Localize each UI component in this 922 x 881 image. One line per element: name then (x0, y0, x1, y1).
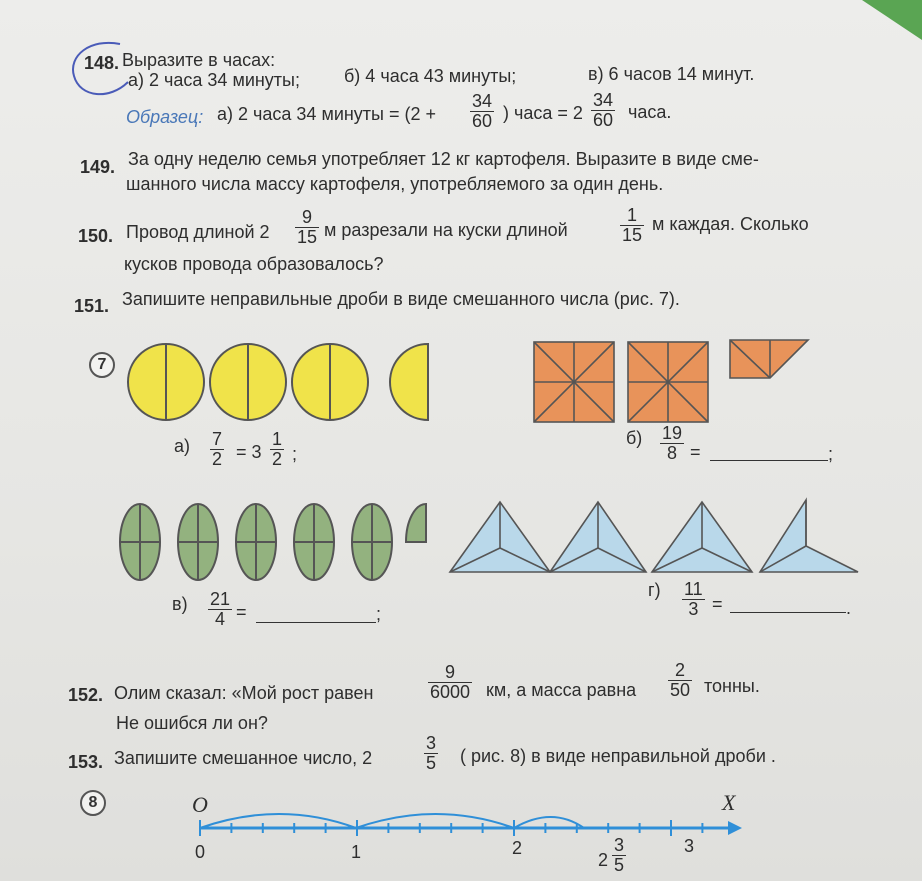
tick-label-3: 3 (684, 836, 695, 856)
answer-a-label: а) (174, 436, 191, 456)
answer-d-fraction: $\frac{11}{3}$ (684, 579, 703, 619)
problem-152-pre: Олим сказал: «Мой рост равен (114, 683, 374, 703)
tick-label-0: 0 (195, 842, 206, 862)
answer-b-equals: = (690, 442, 701, 462)
answer-d-end: . (846, 598, 852, 618)
mixed-number-whole: 2 (598, 850, 609, 870)
answer-d-label: г) (648, 580, 661, 600)
green-ellipses-figure (114, 500, 444, 590)
problem-148-number: 148. (84, 53, 120, 73)
answer-c-label: в) (172, 594, 188, 614)
sample-fraction-2: $\frac{34}{60}$ (593, 90, 614, 130)
x-axis-label: X (722, 790, 736, 815)
problem-151-text: Запишите неправильные дроби в виде смешанного числа (рис. 7). (122, 289, 680, 309)
answer-b-blank[interactable] (710, 460, 828, 461)
problem-148-c: в) 6 часов 14 минут. (588, 64, 755, 84)
problem-148-b: б) 4 часа 43 минуты; (344, 66, 517, 86)
answer-c-end: ; (376, 604, 382, 624)
problem-153-number: 153. (68, 752, 104, 772)
sample-tail: часа. (628, 102, 672, 122)
problem-148-title: Выразите в часах: (122, 50, 276, 70)
answer-d-blank[interactable] (730, 612, 846, 613)
tick-label-2: 2 (512, 838, 523, 858)
answer-b-label: б) (626, 428, 643, 448)
sample-label: Образец: (126, 107, 204, 127)
problem-153-post: ( рис. 8) в виде неправильной дроби . (460, 746, 776, 766)
problem-151-number: 151. (74, 296, 110, 316)
problem-150-number: 150. (78, 226, 114, 246)
sample-mid: ) часа = 2 (503, 103, 583, 123)
problem-149-line2: шанного числа массу картофеля, употребляемого за один день. (126, 174, 664, 194)
orange-squares-figure (530, 336, 820, 426)
problem-149-line1: За одну неделю семья употребляет 12 кг картофеля. Выразите в виде сме- (128, 149, 759, 169)
yellow-circles-figure (124, 340, 444, 430)
problem-152-post: тонны. (704, 676, 760, 696)
answer-d-equals: = (712, 594, 723, 614)
problem-150-fraction-2: $\frac{1}{15}$ (622, 205, 643, 245)
answer-b-end: ; (828, 444, 834, 464)
answer-c-fraction: $\frac{21}{4}$ (210, 589, 231, 629)
number-line-figure (190, 800, 750, 860)
origin-label: O (192, 792, 208, 817)
problem-148-a: а) 2 часа 34 минуты; (128, 70, 300, 90)
green-corner-decoration (862, 0, 922, 40)
mixed-number-fraction: $\frac{3}{5}$ (614, 835, 625, 875)
problem-150-fraction-1: $\frac{9}{15}$ (297, 207, 318, 247)
problem-150-post: м каждая. Сколько (652, 214, 809, 234)
answer-a-fraction: $\frac{7}{2}$ (212, 429, 223, 469)
tick-label-1: 1 (351, 842, 362, 862)
answer-c-blank[interactable] (256, 622, 376, 623)
figure-7-badge: 7 (89, 352, 115, 378)
problem-150-pre: Провод длиной 2 (126, 222, 270, 242)
answer-a-end: ; (292, 444, 298, 464)
blue-triangles-figure (446, 496, 866, 576)
answer-a-equals: = 3 (236, 442, 262, 462)
answer-a-result: $\frac{1}{2}$ (272, 429, 283, 469)
problem-152-mid: км, а масса равна (486, 680, 637, 700)
answer-b-fraction: $\frac{19}{8}$ (662, 423, 683, 463)
sample-fraction-1: $\frac{34}{60}$ (472, 91, 493, 131)
problem-152-fraction-2: $\frac{2}{50}$ (670, 660, 691, 700)
problem-153-fraction: $\frac{3}{5}$ (426, 733, 437, 773)
problem-152-fraction-1: $\frac{9}{6000}$ (430, 662, 471, 702)
problem-152-line2: Не ошибся ли он? (116, 713, 268, 733)
figure-8-badge: 8 (80, 790, 106, 816)
problem-153-pre: Запишите смешанное число, 2 (114, 748, 373, 768)
problem-152-number: 152. (68, 685, 104, 705)
sample-text: а) 2 часа 34 минуты = (2 + (217, 104, 437, 124)
problem-150-line2: кусков провода образовалось? (124, 254, 384, 274)
problem-149-number: 149. (80, 157, 116, 177)
problem-150-mid: м разрезали на куски длиной (324, 220, 568, 240)
answer-c-equals: = (236, 602, 247, 622)
